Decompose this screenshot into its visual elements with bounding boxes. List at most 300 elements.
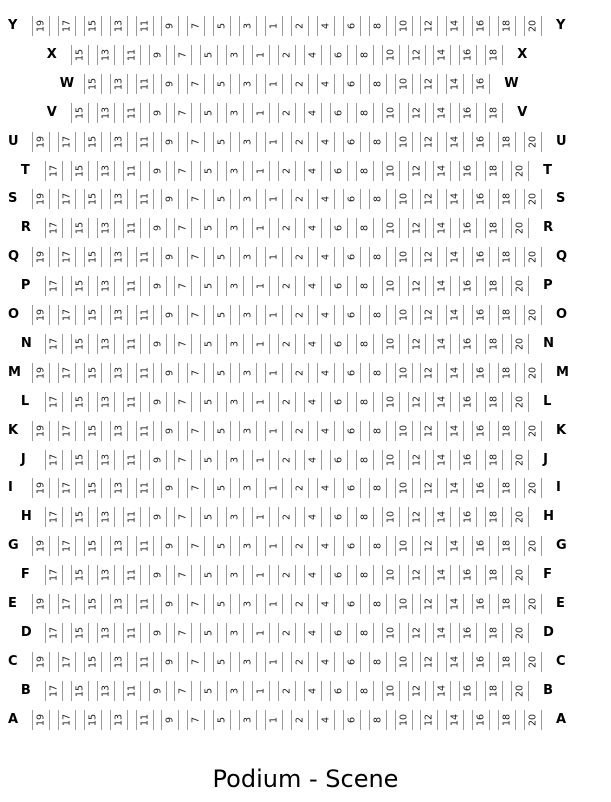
seat-O-12[interactable] [420, 305, 438, 325]
seat-M-7[interactable] [187, 363, 205, 383]
seat-O-8[interactable] [369, 305, 387, 325]
seat-F-18[interactable] [485, 565, 503, 585]
seat-T-4[interactable] [304, 161, 322, 181]
seat-Q-13[interactable] [110, 247, 128, 267]
seat-P-14[interactable] [433, 276, 451, 296]
seat-J-16[interactable] [459, 450, 477, 470]
seat-X-3[interactable] [226, 45, 244, 65]
seat-J-7[interactable] [174, 450, 192, 470]
seat-U-16[interactable] [472, 132, 490, 152]
seat-J-2[interactable] [278, 450, 296, 470]
seat-A-8[interactable] [369, 710, 387, 730]
seat-E-4[interactable] [317, 594, 335, 614]
seat-X-5[interactable] [200, 45, 218, 65]
seat-Q-18[interactable] [498, 247, 516, 267]
seat-C-18[interactable] [498, 652, 516, 672]
seat-C-11[interactable] [136, 652, 154, 672]
seat-Q-14[interactable] [446, 247, 464, 267]
seat-V-6[interactable] [330, 103, 348, 123]
seat-U-2[interactable] [291, 132, 309, 152]
seat-E-15[interactable] [84, 594, 102, 614]
seat-T-10[interactable] [382, 161, 400, 181]
seat-O-2[interactable] [291, 305, 309, 325]
seat-L-13[interactable] [97, 392, 115, 412]
seat-V-3[interactable] [226, 103, 244, 123]
seat-F-15[interactable] [71, 565, 89, 585]
seat-C-17[interactable] [58, 652, 76, 672]
seat-A-11[interactable] [136, 710, 154, 730]
seat-T-20[interactable] [511, 161, 529, 181]
seat-L-17[interactable] [45, 392, 63, 412]
seat-L-20[interactable] [511, 392, 529, 412]
seat-L-3[interactable] [226, 392, 244, 412]
seat-I-18[interactable] [498, 478, 516, 498]
seat-G-18[interactable] [498, 536, 516, 556]
seat-I-7[interactable] [187, 478, 205, 498]
seat-N-1[interactable] [252, 334, 270, 354]
seat-G-7[interactable] [187, 536, 205, 556]
seat-F-17[interactable] [45, 565, 63, 585]
seat-W-12[interactable] [420, 74, 438, 94]
seat-G-9[interactable] [161, 536, 179, 556]
seat-X-11[interactable] [123, 45, 141, 65]
seat-S-2[interactable] [291, 189, 309, 209]
seat-M-6[interactable] [343, 363, 361, 383]
seat-G-17[interactable] [58, 536, 76, 556]
seat-N-8[interactable] [356, 334, 374, 354]
seat-Y-14[interactable] [446, 16, 464, 36]
seat-Q-19[interactable] [32, 247, 50, 267]
seat-A-1[interactable] [265, 710, 283, 730]
seat-V-12[interactable] [408, 103, 426, 123]
seat-R-7[interactable] [174, 218, 192, 238]
seat-H-9[interactable] [149, 507, 167, 527]
seat-Y-20[interactable] [524, 16, 542, 36]
seat-Y-4[interactable] [317, 16, 335, 36]
seat-V-13[interactable] [97, 103, 115, 123]
seat-S-15[interactable] [84, 189, 102, 209]
seat-Q-17[interactable] [58, 247, 76, 267]
seat-O-6[interactable] [343, 305, 361, 325]
seat-K-4[interactable] [317, 421, 335, 441]
seat-X-4[interactable] [304, 45, 322, 65]
seat-A-9[interactable] [161, 710, 179, 730]
seat-W-8[interactable] [369, 74, 387, 94]
seat-G-4[interactable] [317, 536, 335, 556]
seat-I-4[interactable] [317, 478, 335, 498]
seat-I-16[interactable] [472, 478, 490, 498]
seat-F-11[interactable] [123, 565, 141, 585]
seat-U-11[interactable] [136, 132, 154, 152]
seat-L-2[interactable] [278, 392, 296, 412]
seat-A-4[interactable] [317, 710, 335, 730]
seat-U-5[interactable] [213, 132, 231, 152]
seat-G-10[interactable] [395, 536, 413, 556]
seat-A-15[interactable] [84, 710, 102, 730]
seat-J-6[interactable] [330, 450, 348, 470]
seat-M-13[interactable] [110, 363, 128, 383]
seat-R-13[interactable] [97, 218, 115, 238]
seat-A-12[interactable] [420, 710, 438, 730]
seat-T-9[interactable] [149, 161, 167, 181]
seat-N-20[interactable] [511, 334, 529, 354]
seat-U-6[interactable] [343, 132, 361, 152]
seat-B-16[interactable] [459, 681, 477, 701]
seat-T-18[interactable] [485, 161, 503, 181]
seat-R-18[interactable] [485, 218, 503, 238]
seat-C-15[interactable] [84, 652, 102, 672]
seat-E-8[interactable] [369, 594, 387, 614]
seat-B-3[interactable] [226, 681, 244, 701]
seat-V-2[interactable] [278, 103, 296, 123]
seat-W-15[interactable] [84, 74, 102, 94]
seat-S-4[interactable] [317, 189, 335, 209]
seat-H-10[interactable] [382, 507, 400, 527]
seat-R-8[interactable] [356, 218, 374, 238]
seat-Y-8[interactable] [369, 16, 387, 36]
seat-D-18[interactable] [485, 623, 503, 643]
seat-U-18[interactable] [498, 132, 516, 152]
seat-I-9[interactable] [161, 478, 179, 498]
seat-L-4[interactable] [304, 392, 322, 412]
seat-E-17[interactable] [58, 594, 76, 614]
seat-S-10[interactable] [395, 189, 413, 209]
seat-F-7[interactable] [174, 565, 192, 585]
seat-B-4[interactable] [304, 681, 322, 701]
seat-F-8[interactable] [356, 565, 374, 585]
seat-H-5[interactable] [200, 507, 218, 527]
seat-V-7[interactable] [174, 103, 192, 123]
seat-R-12[interactable] [408, 218, 426, 238]
seat-M-20[interactable] [524, 363, 542, 383]
seat-S-11[interactable] [136, 189, 154, 209]
seat-N-15[interactable] [71, 334, 89, 354]
seat-E-11[interactable] [136, 594, 154, 614]
seat-P-9[interactable] [149, 276, 167, 296]
seat-D-6[interactable] [330, 623, 348, 643]
seat-S-3[interactable] [239, 189, 257, 209]
seat-K-20[interactable] [524, 421, 542, 441]
seat-I-11[interactable] [136, 478, 154, 498]
seat-K-15[interactable] [84, 421, 102, 441]
seat-U-14[interactable] [446, 132, 464, 152]
seat-C-14[interactable] [446, 652, 464, 672]
seat-V-16[interactable] [459, 103, 477, 123]
seat-Y-1[interactable] [265, 16, 283, 36]
seat-F-16[interactable] [459, 565, 477, 585]
seat-L-7[interactable] [174, 392, 192, 412]
seat-Y-3[interactable] [239, 16, 257, 36]
seat-M-2[interactable] [291, 363, 309, 383]
seat-S-5[interactable] [213, 189, 231, 209]
seat-I-14[interactable] [446, 478, 464, 498]
seat-O-10[interactable] [395, 305, 413, 325]
seat-I-10[interactable] [395, 478, 413, 498]
seat-D-3[interactable] [226, 623, 244, 643]
seat-X-16[interactable] [459, 45, 477, 65]
seat-A-5[interactable] [213, 710, 231, 730]
seat-M-12[interactable] [420, 363, 438, 383]
seat-N-14[interactable] [433, 334, 451, 354]
seat-R-5[interactable] [200, 218, 218, 238]
seat-X-10[interactable] [382, 45, 400, 65]
seat-L-8[interactable] [356, 392, 374, 412]
seat-J-3[interactable] [226, 450, 244, 470]
seat-D-1[interactable] [252, 623, 270, 643]
seat-G-16[interactable] [472, 536, 490, 556]
seat-B-8[interactable] [356, 681, 374, 701]
seat-Y-19[interactable] [32, 16, 50, 36]
seat-D-20[interactable] [511, 623, 529, 643]
seat-J-17[interactable] [45, 450, 63, 470]
seat-X-13[interactable] [97, 45, 115, 65]
seat-K-13[interactable] [110, 421, 128, 441]
seat-X-8[interactable] [356, 45, 374, 65]
seat-I-1[interactable] [265, 478, 283, 498]
seat-F-1[interactable] [252, 565, 270, 585]
seat-R-20[interactable] [511, 218, 529, 238]
seat-V-5[interactable] [200, 103, 218, 123]
seat-U-13[interactable] [110, 132, 128, 152]
seat-H-12[interactable] [408, 507, 426, 527]
seat-A-10[interactable] [395, 710, 413, 730]
seat-T-7[interactable] [174, 161, 192, 181]
seat-M-11[interactable] [136, 363, 154, 383]
seat-R-17[interactable] [45, 218, 63, 238]
seat-I-2[interactable] [291, 478, 309, 498]
seat-Y-2[interactable] [291, 16, 309, 36]
seat-P-17[interactable] [45, 276, 63, 296]
seat-H-4[interactable] [304, 507, 322, 527]
seat-E-16[interactable] [472, 594, 490, 614]
seat-W-14[interactable] [446, 74, 464, 94]
seat-G-20[interactable] [524, 536, 542, 556]
seat-U-1[interactable] [265, 132, 283, 152]
seat-X-14[interactable] [433, 45, 451, 65]
seat-M-1[interactable] [265, 363, 283, 383]
seat-O-13[interactable] [110, 305, 128, 325]
seat-K-12[interactable] [420, 421, 438, 441]
seat-L-6[interactable] [330, 392, 348, 412]
seat-V-1[interactable] [252, 103, 270, 123]
seat-O-11[interactable] [136, 305, 154, 325]
seat-J-4[interactable] [304, 450, 322, 470]
seat-H-6[interactable] [330, 507, 348, 527]
seat-A-20[interactable] [524, 710, 542, 730]
seat-Y-13[interactable] [110, 16, 128, 36]
seat-L-9[interactable] [149, 392, 167, 412]
seat-U-3[interactable] [239, 132, 257, 152]
seat-I-6[interactable] [343, 478, 361, 498]
seat-F-20[interactable] [511, 565, 529, 585]
seat-P-8[interactable] [356, 276, 374, 296]
seat-J-14[interactable] [433, 450, 451, 470]
seat-B-17[interactable] [45, 681, 63, 701]
seat-K-7[interactable] [187, 421, 205, 441]
seat-V-9[interactable] [149, 103, 167, 123]
seat-W-7[interactable] [187, 74, 205, 94]
seat-S-6[interactable] [343, 189, 361, 209]
seat-X-1[interactable] [252, 45, 270, 65]
seat-J-15[interactable] [71, 450, 89, 470]
seat-O-15[interactable] [84, 305, 102, 325]
seat-Q-6[interactable] [343, 247, 361, 267]
seat-E-9[interactable] [161, 594, 179, 614]
seat-A-19[interactable] [32, 710, 50, 730]
seat-O-1[interactable] [265, 305, 283, 325]
seat-C-9[interactable] [161, 652, 179, 672]
seat-X-2[interactable] [278, 45, 296, 65]
seat-I-3[interactable] [239, 478, 257, 498]
seat-P-10[interactable] [382, 276, 400, 296]
seat-G-5[interactable] [213, 536, 231, 556]
seat-P-4[interactable] [304, 276, 322, 296]
seat-O-18[interactable] [498, 305, 516, 325]
seat-Q-4[interactable] [317, 247, 335, 267]
seat-F-13[interactable] [97, 565, 115, 585]
seat-U-12[interactable] [420, 132, 438, 152]
seat-Q-3[interactable] [239, 247, 257, 267]
seat-N-2[interactable] [278, 334, 296, 354]
seat-K-5[interactable] [213, 421, 231, 441]
seat-O-7[interactable] [187, 305, 205, 325]
seat-O-17[interactable] [58, 305, 76, 325]
seat-V-15[interactable] [71, 103, 89, 123]
seat-H-1[interactable] [252, 507, 270, 527]
seat-R-4[interactable] [304, 218, 322, 238]
seat-Y-11[interactable] [136, 16, 154, 36]
seat-Q-20[interactable] [524, 247, 542, 267]
seat-Q-11[interactable] [136, 247, 154, 267]
seat-O-9[interactable] [161, 305, 179, 325]
seat-D-12[interactable] [408, 623, 426, 643]
seat-D-13[interactable] [97, 623, 115, 643]
seat-S-14[interactable] [446, 189, 464, 209]
seat-G-14[interactable] [446, 536, 464, 556]
seat-B-9[interactable] [149, 681, 167, 701]
seat-D-14[interactable] [433, 623, 451, 643]
seat-X-12[interactable] [408, 45, 426, 65]
seat-B-1[interactable] [252, 681, 270, 701]
seat-M-8[interactable] [369, 363, 387, 383]
seat-A-14[interactable] [446, 710, 464, 730]
seat-W-11[interactable] [136, 74, 154, 94]
seat-P-7[interactable] [174, 276, 192, 296]
seat-K-6[interactable] [343, 421, 361, 441]
seat-M-10[interactable] [395, 363, 413, 383]
seat-E-1[interactable] [265, 594, 283, 614]
seat-Q-5[interactable] [213, 247, 231, 267]
seat-K-10[interactable] [395, 421, 413, 441]
seat-P-13[interactable] [97, 276, 115, 296]
seat-Y-7[interactable] [187, 16, 205, 36]
seat-W-13[interactable] [110, 74, 128, 94]
seat-D-17[interactable] [45, 623, 63, 643]
seat-N-7[interactable] [174, 334, 192, 354]
seat-N-5[interactable] [200, 334, 218, 354]
seat-B-13[interactable] [97, 681, 115, 701]
seat-X-15[interactable] [71, 45, 89, 65]
seat-G-3[interactable] [239, 536, 257, 556]
seat-M-3[interactable] [239, 363, 257, 383]
seat-S-20[interactable] [524, 189, 542, 209]
seat-F-2[interactable] [278, 565, 296, 585]
seat-F-10[interactable] [382, 565, 400, 585]
seat-H-14[interactable] [433, 507, 451, 527]
seat-G-19[interactable] [32, 536, 50, 556]
seat-T-3[interactable] [226, 161, 244, 181]
seat-R-9[interactable] [149, 218, 167, 238]
seat-B-11[interactable] [123, 681, 141, 701]
seat-L-18[interactable] [485, 392, 503, 412]
seat-R-3[interactable] [226, 218, 244, 238]
seat-E-14[interactable] [446, 594, 464, 614]
seat-P-16[interactable] [459, 276, 477, 296]
seat-H-2[interactable] [278, 507, 296, 527]
seat-O-4[interactable] [317, 305, 335, 325]
seat-E-3[interactable] [239, 594, 257, 614]
seat-N-4[interactable] [304, 334, 322, 354]
seat-B-2[interactable] [278, 681, 296, 701]
seat-S-7[interactable] [187, 189, 205, 209]
seat-B-12[interactable] [408, 681, 426, 701]
seat-A-2[interactable] [291, 710, 309, 730]
seat-E-20[interactable] [524, 594, 542, 614]
seat-N-17[interactable] [45, 334, 63, 354]
seat-A-7[interactable] [187, 710, 205, 730]
seat-N-10[interactable] [382, 334, 400, 354]
seat-B-7[interactable] [174, 681, 192, 701]
seat-J-18[interactable] [485, 450, 503, 470]
seat-M-17[interactable] [58, 363, 76, 383]
seat-Y-12[interactable] [420, 16, 438, 36]
seat-E-6[interactable] [343, 594, 361, 614]
seat-P-3[interactable] [226, 276, 244, 296]
seat-J-8[interactable] [356, 450, 374, 470]
seat-Y-10[interactable] [395, 16, 413, 36]
seat-Q-7[interactable] [187, 247, 205, 267]
seat-B-10[interactable] [382, 681, 400, 701]
seat-M-9[interactable] [161, 363, 179, 383]
seat-I-13[interactable] [110, 478, 128, 498]
seat-D-7[interactable] [174, 623, 192, 643]
seat-L-1[interactable] [252, 392, 270, 412]
seat-V-14[interactable] [433, 103, 451, 123]
seat-D-4[interactable] [304, 623, 322, 643]
seat-W-4[interactable] [317, 74, 335, 94]
seat-S-17[interactable] [58, 189, 76, 209]
seat-O-14[interactable] [446, 305, 464, 325]
seat-C-7[interactable] [187, 652, 205, 672]
seat-U-19[interactable] [32, 132, 50, 152]
seat-G-2[interactable] [291, 536, 309, 556]
seat-J-20[interactable] [511, 450, 529, 470]
seat-W-3[interactable] [239, 74, 257, 94]
seat-Q-10[interactable] [395, 247, 413, 267]
seat-C-12[interactable] [420, 652, 438, 672]
seat-W-5[interactable] [213, 74, 231, 94]
seat-P-6[interactable] [330, 276, 348, 296]
seat-T-8[interactable] [356, 161, 374, 181]
seat-Y-6[interactable] [343, 16, 361, 36]
seat-G-13[interactable] [110, 536, 128, 556]
seat-K-17[interactable] [58, 421, 76, 441]
seat-K-16[interactable] [472, 421, 490, 441]
seat-M-15[interactable] [84, 363, 102, 383]
seat-V-11[interactable] [123, 103, 141, 123]
seat-K-18[interactable] [498, 421, 516, 441]
seat-Q-12[interactable] [420, 247, 438, 267]
